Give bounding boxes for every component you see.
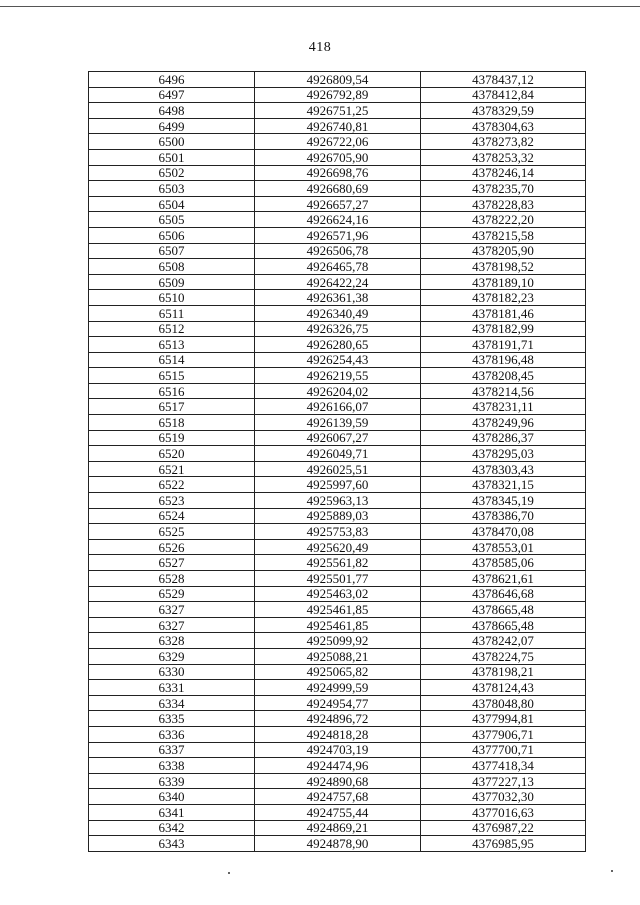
table-row — [89, 134, 586, 150]
y-coordinate-cell: 4378048,80 — [421, 695, 586, 711]
x-coordinate-cell: 4925561,82 — [255, 555, 421, 571]
table-row — [89, 149, 586, 165]
point-number-cell: 6509 — [89, 274, 255, 290]
x-coordinate-cell: 4924878,90 — [255, 836, 421, 852]
y-coordinate-cell: 4376987,22 — [421, 820, 586, 836]
point-number-cell: 6341 — [89, 804, 255, 820]
table-row — [89, 758, 586, 774]
point-number-cell: 6339 — [89, 773, 255, 789]
x-coordinate-cell: 4924896,72 — [255, 711, 421, 727]
y-coordinate-cell: 4378646,68 — [421, 586, 586, 602]
table-row — [89, 181, 586, 197]
x-coordinate-cell: 4926361,38 — [255, 290, 421, 306]
y-coordinate-cell: 4378235,70 — [421, 181, 586, 197]
point-number-cell: 6521 — [89, 461, 255, 477]
point-number-cell: 6514 — [89, 352, 255, 368]
point-number-cell: 6510 — [89, 290, 255, 306]
y-coordinate-cell: 4377906,71 — [421, 726, 586, 742]
table-row — [89, 352, 586, 368]
x-coordinate-cell: 4925099,92 — [255, 633, 421, 649]
y-coordinate-cell: 4377032,30 — [421, 789, 586, 805]
y-coordinate-cell: 4378665,48 — [421, 617, 586, 633]
point-number-cell: 6504 — [89, 196, 255, 212]
point-number-cell: 6338 — [89, 758, 255, 774]
y-coordinate-cell: 4378304,63 — [421, 118, 586, 134]
table-row — [89, 633, 586, 649]
y-coordinate-cell: 4378345,19 — [421, 493, 586, 509]
x-coordinate-cell: 4926219,55 — [255, 368, 421, 384]
y-coordinate-cell: 4378295,03 — [421, 446, 586, 462]
scan-speck — [611, 870, 613, 872]
x-coordinate-cell: 4925889,03 — [255, 508, 421, 524]
x-coordinate-cell: 4926166,07 — [255, 399, 421, 415]
point-number-cell: 6529 — [89, 586, 255, 602]
table-row — [89, 742, 586, 758]
y-coordinate-cell: 4378242,07 — [421, 633, 586, 649]
y-coordinate-cell: 4378273,82 — [421, 134, 586, 150]
table-row — [89, 820, 586, 836]
point-number-cell: 6520 — [89, 446, 255, 462]
table-row — [89, 274, 586, 290]
y-coordinate-cell: 4378208,45 — [421, 368, 586, 384]
y-coordinate-cell: 4378437,12 — [421, 72, 586, 88]
x-coordinate-cell: 4926571,96 — [255, 227, 421, 243]
x-coordinate-cell: 4926698,76 — [255, 165, 421, 181]
x-coordinate-cell: 4926326,75 — [255, 321, 421, 337]
x-coordinate-cell: 4925997,60 — [255, 477, 421, 493]
x-coordinate-cell: 4926280,65 — [255, 337, 421, 353]
table-row — [89, 477, 586, 493]
y-coordinate-cell: 4378214,56 — [421, 383, 586, 399]
x-coordinate-cell: 4924755,44 — [255, 804, 421, 820]
point-number-cell: 6327 — [89, 602, 255, 618]
point-number-cell: 6517 — [89, 399, 255, 415]
table-row — [89, 305, 586, 321]
y-coordinate-cell: 4378321,15 — [421, 477, 586, 493]
y-coordinate-cell: 4378196,48 — [421, 352, 586, 368]
table-row — [89, 368, 586, 384]
point-number-cell: 6500 — [89, 134, 255, 150]
point-number-cell: 6519 — [89, 430, 255, 446]
y-coordinate-cell: 4378224,75 — [421, 648, 586, 664]
point-number-cell: 6502 — [89, 165, 255, 181]
point-number-cell: 6335 — [89, 711, 255, 727]
x-coordinate-cell: 4925461,85 — [255, 617, 421, 633]
x-coordinate-cell: 4924757,68 — [255, 789, 421, 805]
point-number-cell: 6499 — [89, 118, 255, 134]
x-coordinate-cell: 4925501,77 — [255, 571, 421, 587]
table-row — [89, 711, 586, 727]
point-number-cell: 6523 — [89, 493, 255, 509]
x-coordinate-cell: 4926204,02 — [255, 383, 421, 399]
table-row — [89, 555, 586, 571]
table-row — [89, 446, 586, 462]
y-coordinate-cell: 4377994,81 — [421, 711, 586, 727]
y-coordinate-cell: 4378470,08 — [421, 524, 586, 540]
point-number-cell: 6528 — [89, 571, 255, 587]
x-coordinate-cell: 4926067,27 — [255, 430, 421, 446]
point-number-cell: 6496 — [89, 72, 255, 88]
y-coordinate-cell: 4377700,71 — [421, 742, 586, 758]
y-coordinate-cell: 4378198,52 — [421, 259, 586, 275]
point-number-cell: 6518 — [89, 415, 255, 431]
y-coordinate-cell: 4378665,48 — [421, 602, 586, 618]
point-number-cell: 6336 — [89, 726, 255, 742]
coordinates-table-body — [89, 72, 586, 852]
scan-speck — [228, 872, 230, 874]
y-coordinate-cell: 4378191,71 — [421, 337, 586, 353]
point-number-cell: 6340 — [89, 789, 255, 805]
x-coordinate-cell: 4924999,59 — [255, 680, 421, 696]
table-row — [89, 259, 586, 275]
x-coordinate-cell: 4926340,49 — [255, 305, 421, 321]
point-number-cell: 6526 — [89, 539, 255, 555]
point-number-cell: 6337 — [89, 742, 255, 758]
y-coordinate-cell: 4378249,96 — [421, 415, 586, 431]
table-row — [89, 648, 586, 664]
point-number-cell: 6342 — [89, 820, 255, 836]
x-coordinate-cell: 4926751,25 — [255, 103, 421, 119]
table-row — [89, 290, 586, 306]
y-coordinate-cell: 4378386,70 — [421, 508, 586, 524]
y-coordinate-cell: 4378246,14 — [421, 165, 586, 181]
y-coordinate-cell: 4378286,37 — [421, 430, 586, 446]
point-number-cell: 6498 — [89, 103, 255, 119]
x-coordinate-cell: 4926049,71 — [255, 446, 421, 462]
point-number-cell: 6512 — [89, 321, 255, 337]
table-row — [89, 804, 586, 820]
point-number-cell: 6343 — [89, 836, 255, 852]
table-row — [89, 524, 586, 540]
table-row — [89, 227, 586, 243]
x-coordinate-cell: 4926254,43 — [255, 352, 421, 368]
table-row — [89, 571, 586, 587]
y-coordinate-cell: 4378231,11 — [421, 399, 586, 415]
x-coordinate-cell: 4924954,77 — [255, 695, 421, 711]
table-row — [89, 617, 586, 633]
y-coordinate-cell: 4377418,34 — [421, 758, 586, 774]
point-number-cell: 6506 — [89, 227, 255, 243]
coordinates-table — [88, 71, 586, 852]
x-coordinate-cell: 4926740,81 — [255, 118, 421, 134]
y-coordinate-cell: 4378621,61 — [421, 571, 586, 587]
table-row — [89, 118, 586, 134]
y-coordinate-cell: 4378253,32 — [421, 149, 586, 165]
point-number-cell: 6505 — [89, 212, 255, 228]
table-row — [89, 165, 586, 181]
x-coordinate-cell: 4925088,21 — [255, 648, 421, 664]
point-number-cell: 6515 — [89, 368, 255, 384]
x-coordinate-cell: 4926809,54 — [255, 72, 421, 88]
y-coordinate-cell: 4378189,10 — [421, 274, 586, 290]
x-coordinate-cell: 4926025,51 — [255, 461, 421, 477]
point-number-cell: 6503 — [89, 181, 255, 197]
y-coordinate-cell: 4377227,13 — [421, 773, 586, 789]
x-coordinate-cell: 4925463,02 — [255, 586, 421, 602]
x-coordinate-cell: 4926722,06 — [255, 134, 421, 150]
top-edge-line — [0, 6, 640, 7]
table-row — [89, 773, 586, 789]
x-coordinate-cell: 4926139,59 — [255, 415, 421, 431]
table-row — [89, 789, 586, 805]
x-coordinate-cell: 4924890,68 — [255, 773, 421, 789]
point-number-cell: 6508 — [89, 259, 255, 275]
y-coordinate-cell: 4378303,43 — [421, 461, 586, 477]
point-number-cell: 6328 — [89, 633, 255, 649]
point-number-cell: 6501 — [89, 149, 255, 165]
y-coordinate-cell: 4378222,20 — [421, 212, 586, 228]
point-number-cell: 6525 — [89, 524, 255, 540]
point-number-cell: 6330 — [89, 664, 255, 680]
x-coordinate-cell: 4926705,90 — [255, 149, 421, 165]
table-row — [89, 602, 586, 618]
table-row — [89, 726, 586, 742]
point-number-cell: 6329 — [89, 648, 255, 664]
table-row — [89, 321, 586, 337]
x-coordinate-cell: 4926657,27 — [255, 196, 421, 212]
point-number-cell: 6507 — [89, 243, 255, 259]
x-coordinate-cell: 4926792,89 — [255, 87, 421, 103]
point-number-cell: 6497 — [89, 87, 255, 103]
page-number: 418 — [308, 40, 332, 55]
y-coordinate-cell: 4378215,58 — [421, 227, 586, 243]
x-coordinate-cell: 4926680,69 — [255, 181, 421, 197]
table-row — [89, 586, 586, 602]
point-number-cell: 6524 — [89, 508, 255, 524]
table-row — [89, 415, 586, 431]
table-row — [89, 72, 586, 88]
point-number-cell: 6327 — [89, 617, 255, 633]
x-coordinate-cell: 4925620,49 — [255, 539, 421, 555]
point-number-cell: 6522 — [89, 477, 255, 493]
x-coordinate-cell: 4924869,21 — [255, 820, 421, 836]
table-row — [89, 461, 586, 477]
y-coordinate-cell: 4378181,46 — [421, 305, 586, 321]
x-coordinate-cell: 4926422,24 — [255, 274, 421, 290]
y-coordinate-cell: 4378182,99 — [421, 321, 586, 337]
x-coordinate-cell: 4926506,78 — [255, 243, 421, 259]
y-coordinate-cell: 4378124,43 — [421, 680, 586, 696]
table-row — [89, 87, 586, 103]
table-row — [89, 680, 586, 696]
point-number-cell: 6513 — [89, 337, 255, 353]
point-number-cell: 6516 — [89, 383, 255, 399]
table-row — [89, 196, 586, 212]
table-row — [89, 664, 586, 680]
y-coordinate-cell: 4378412,84 — [421, 87, 586, 103]
table-row — [89, 383, 586, 399]
point-number-cell: 6511 — [89, 305, 255, 321]
x-coordinate-cell: 4924818,28 — [255, 726, 421, 742]
y-coordinate-cell: 4377016,63 — [421, 804, 586, 820]
x-coordinate-cell: 4925963,13 — [255, 493, 421, 509]
y-coordinate-cell: 4378553,01 — [421, 539, 586, 555]
x-coordinate-cell: 4924474,96 — [255, 758, 421, 774]
y-coordinate-cell: 4378198,21 — [421, 664, 586, 680]
table-row — [89, 103, 586, 119]
x-coordinate-cell: 4925065,82 — [255, 664, 421, 680]
table-row — [89, 212, 586, 228]
y-coordinate-cell: 4378205,90 — [421, 243, 586, 259]
x-coordinate-cell: 4925753,83 — [255, 524, 421, 540]
point-number-cell: 6527 — [89, 555, 255, 571]
table-row — [89, 337, 586, 353]
point-number-cell: 6331 — [89, 680, 255, 696]
table-row — [89, 399, 586, 415]
table-row — [89, 836, 586, 852]
table-row — [89, 430, 586, 446]
table-row — [89, 508, 586, 524]
table-row — [89, 695, 586, 711]
x-coordinate-cell: 4925461,85 — [255, 602, 421, 618]
table-row — [89, 243, 586, 259]
point-number-cell: 6334 — [89, 695, 255, 711]
table-row — [89, 493, 586, 509]
y-coordinate-cell: 4378329,59 — [421, 103, 586, 119]
y-coordinate-cell: 4378228,83 — [421, 196, 586, 212]
x-coordinate-cell: 4926465,78 — [255, 259, 421, 275]
table-row — [89, 539, 586, 555]
x-coordinate-cell: 4926624,16 — [255, 212, 421, 228]
y-coordinate-cell: 4378182,23 — [421, 290, 586, 306]
x-coordinate-cell: 4924703,19 — [255, 742, 421, 758]
y-coordinate-cell: 4378585,06 — [421, 555, 586, 571]
y-coordinate-cell: 4376985,95 — [421, 836, 586, 852]
